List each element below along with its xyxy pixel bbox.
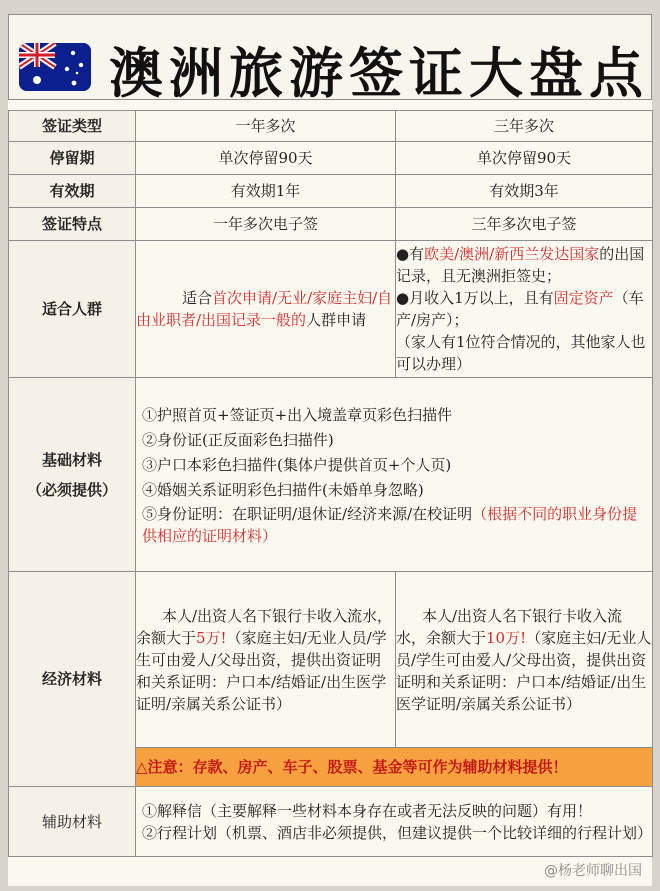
economic-one-b: （家庭主妇/无业人员/学生可由爱人/父母出资，提供出资证明和关系证明：户口本/结婚证/出生医学证明/亲属关系公证书） (136, 628, 387, 713)
basic-item (136, 503, 652, 547)
visa-type-one-year: 一年多次 (136, 111, 396, 142)
basic-item: ④婚姻关系证明彩色扫描件(未婚单身忽略) (142, 480, 424, 499)
economic-note: △注意：存款、房产、车子、股票、基金等可作为辅助材料提供！ (136, 748, 653, 787)
suitable-one-year (136, 241, 396, 378)
australia-flag-icon (19, 43, 91, 91)
label-stay: 停留期 (9, 142, 136, 175)
basic-item-5: ⑤身份证明：在职证明/退休证/经济来源/在校证明 (142, 504, 473, 523)
header (8, 14, 652, 105)
label-basic (9, 378, 136, 572)
basic-item: ②身份证(正反面彩色扫描件) (142, 430, 334, 449)
page-title: 澳洲旅游签证大盘点 (109, 42, 649, 105)
label-basic-main: 基础材料 (41, 450, 102, 469)
label-aux: 辅助材料 (9, 787, 136, 857)
suitable-text-a: 适合 (182, 289, 213, 307)
economic-three-b: （家庭主妇/无业人员/学生可由爱人/父母出资，提供出资证明和关系证明：户口本/结婚证/出生医学证明/亲属关系公证书） (396, 628, 652, 713)
suitable-bullet2-a: ●月收入1万以上，且有 (396, 289, 554, 307)
features-three-year: 三年多次电子签 (396, 208, 653, 241)
economic-one-year (136, 572, 396, 748)
economic-three-red: 10万! (486, 628, 527, 647)
label-validity: 有效期 (9, 175, 136, 208)
watermark: @杨老师聊出国 (544, 863, 642, 879)
economic-one-red: 5万! (196, 628, 227, 647)
economic-one-a: 本人/出资人名下银行卡收入流水，余额大于 (136, 606, 393, 647)
suitable-bullet2-b: （车产/房产）； (396, 289, 644, 329)
basic-item: ①护照首页+签证页+出入境盖章页彩色扫描件 (142, 405, 453, 424)
suitable-bullet1-red: 欧美/澳洲/新西兰发达国家 (424, 245, 600, 263)
suitable-bullet1-a: ●有 (396, 245, 425, 263)
suitable-bullet2-red: 固定资产 (553, 289, 614, 307)
economic-three-year (396, 572, 653, 748)
validity-three-year: 有效期3年 (396, 175, 653, 208)
features-one-year: 一年多次电子签 (136, 208, 396, 241)
visa-table (8, 110, 653, 857)
label-features: 签证特点 (9, 208, 136, 241)
label-visa-type: 签证类型 (9, 111, 136, 142)
label-suitable: 适合人群 (9, 241, 136, 378)
stay-one-year: 单次停留90天 (136, 142, 396, 175)
suitable-text-b: 人群申请 (306, 311, 367, 329)
economic-three-a: 本人/出资人名下银行卡收入流水，余额大于 (396, 606, 623, 647)
stay-three-year: 单次停留90天 (396, 142, 653, 175)
suitable-text-red: 首次申请/无业/家庭主妇/自由业职者/出国记录一般的 (136, 289, 393, 329)
suitable-note: （家人有1位符合情况的，其他家人也可以办理） (396, 333, 646, 373)
aux-item: ②行程计划（机票、酒店非必须提供，但建议提供一个比较详细的行程计划） (142, 823, 653, 842)
basic-item: ③户口本彩色扫描件(集体户提供首页+个人页) (142, 455, 452, 474)
suitable-bullet1-b: 的出国记录，且无澳洲拒签史； (396, 245, 645, 285)
aux-item: ①解释信（主要解释一些材料本身存在或者无法反映的问题）有用！ (142, 801, 593, 820)
page (8, 14, 652, 886)
validity-one-year: 有效期1年 (136, 175, 396, 208)
label-economic: 经济材料 (9, 572, 136, 787)
label-basic-sub: （必须提供） (26, 480, 117, 499)
basic-materials (136, 378, 653, 572)
basic-item-5-note: （根据不同的职业身份提供相应的证明材料） (142, 504, 638, 545)
visa-type-three-year: 三年多次 (396, 111, 653, 142)
aux-materials (136, 787, 653, 857)
suitable-three-year (396, 241, 653, 378)
